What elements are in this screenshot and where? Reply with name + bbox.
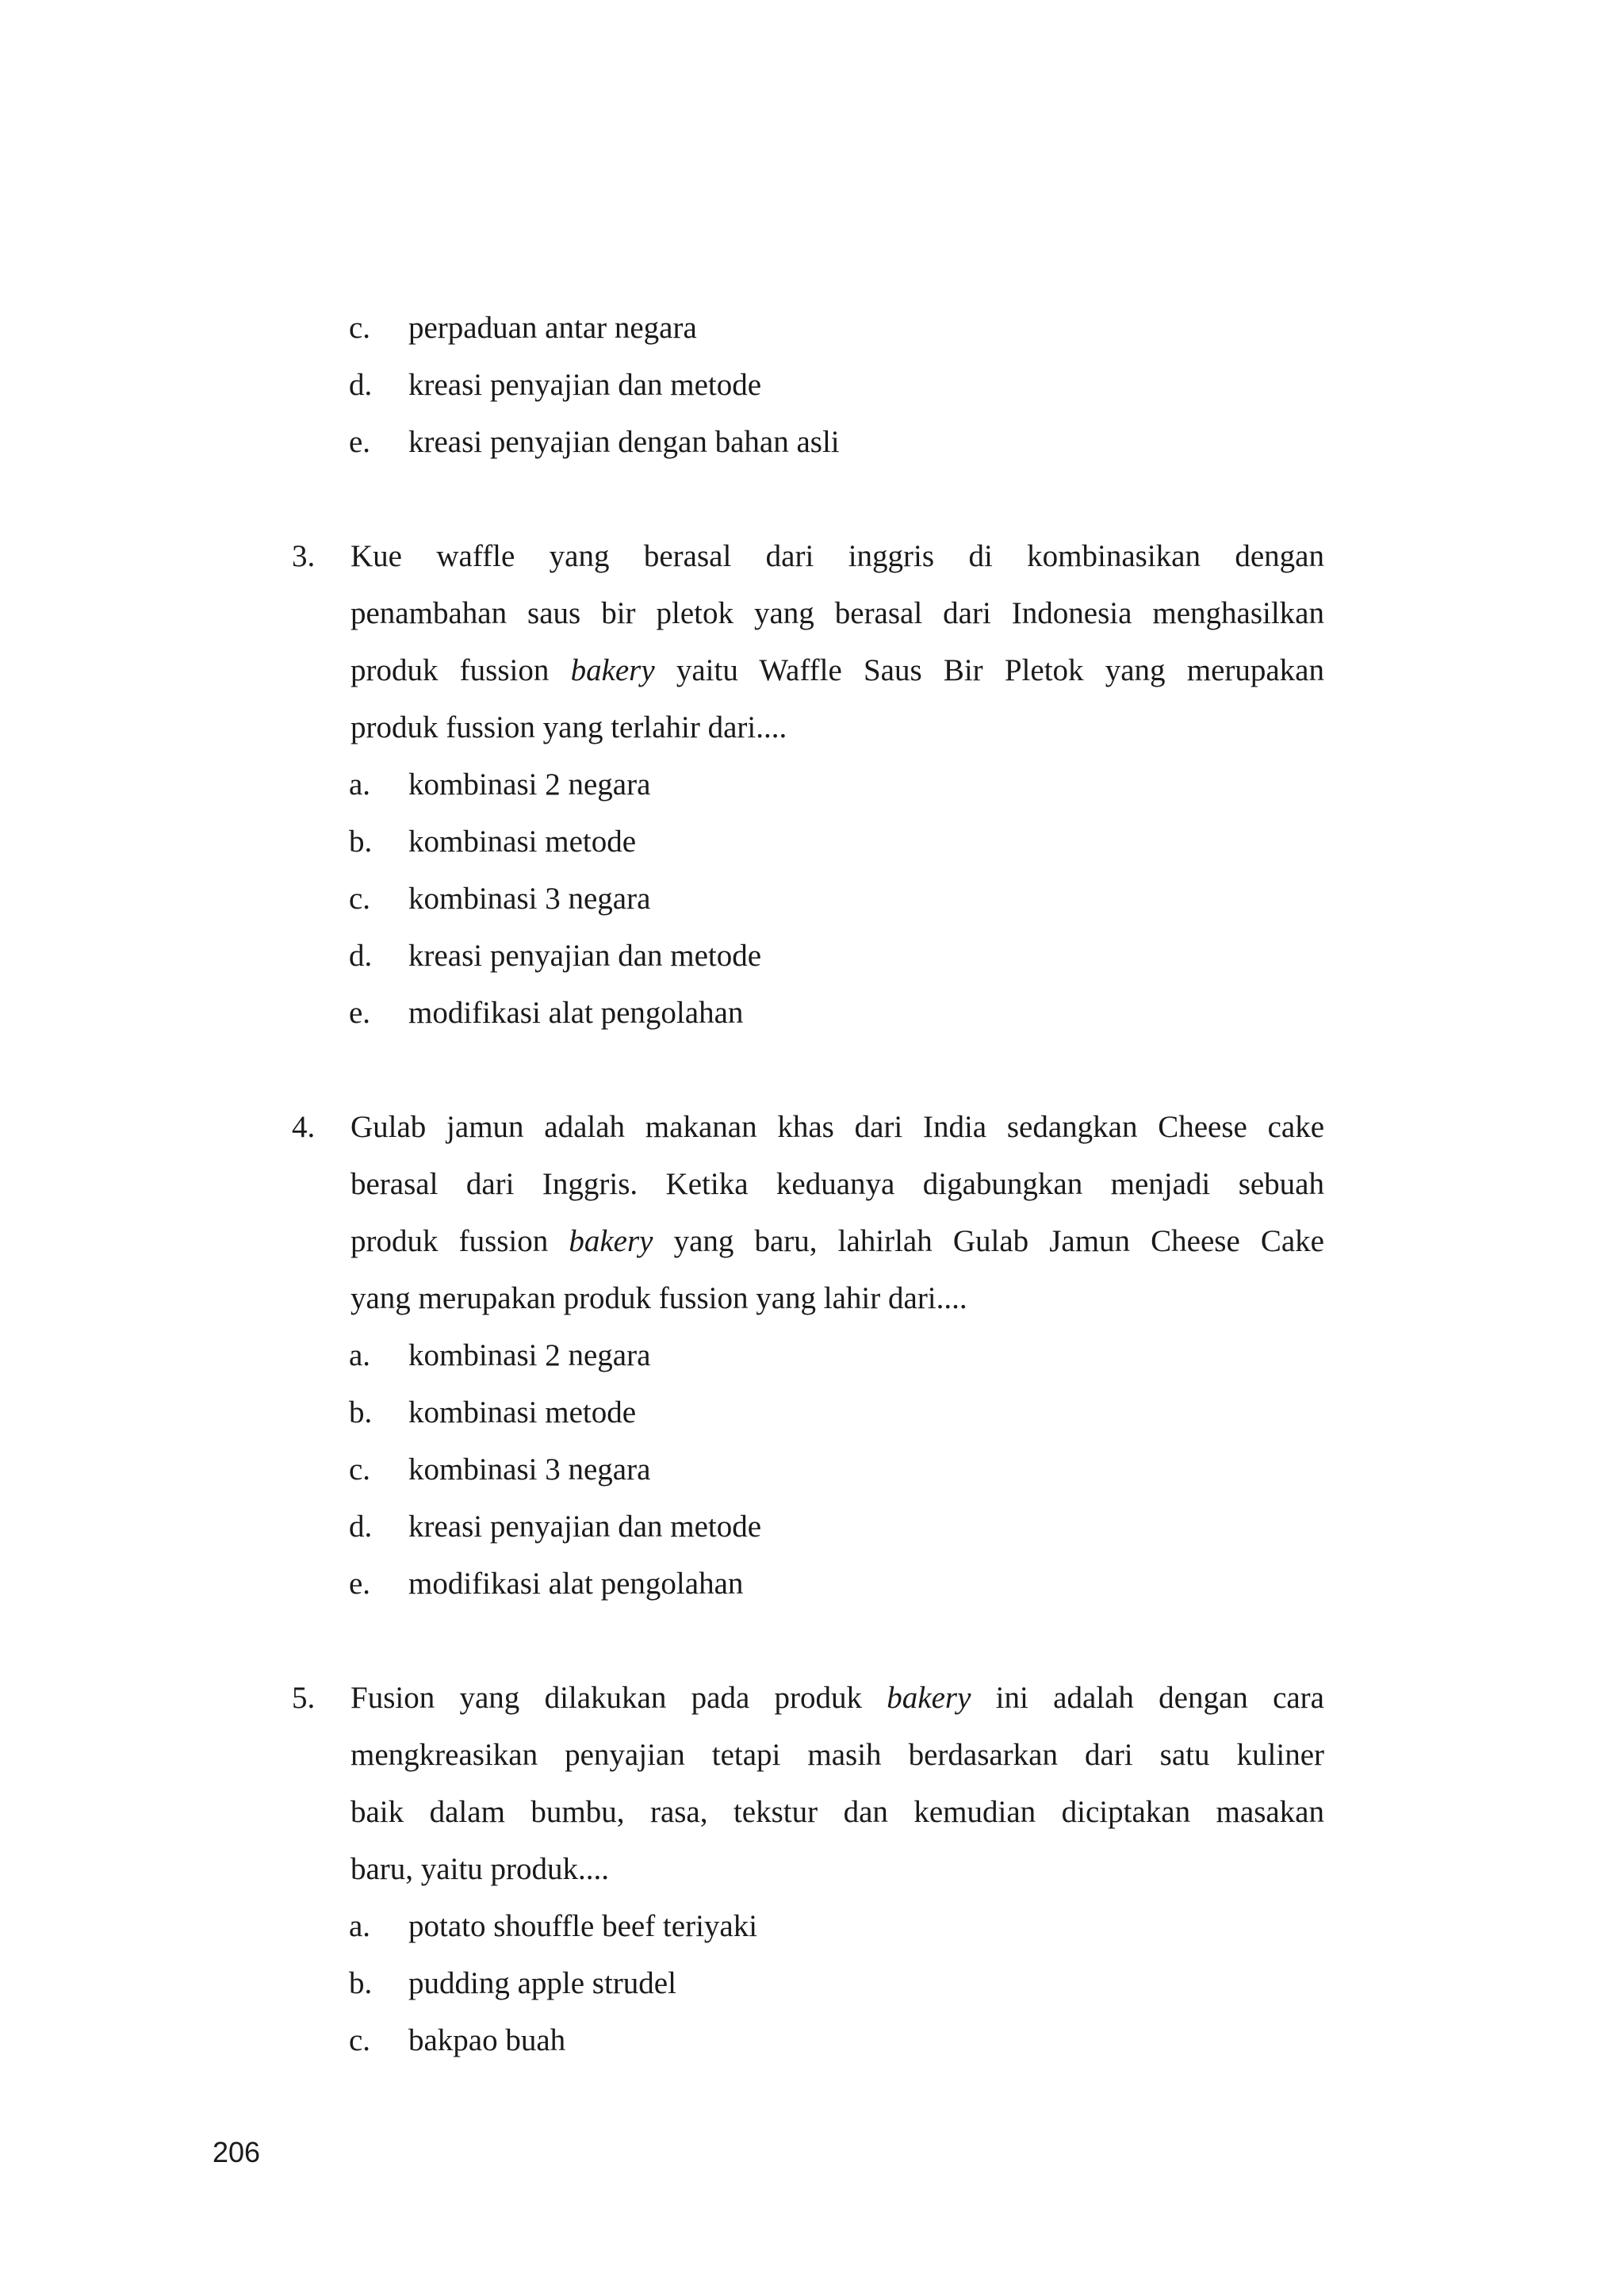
text-segment: yang baru, lahirlah Gulab Jamun Cheese Cake: [653, 1224, 1324, 1258]
text-segment: produk fussion: [350, 1224, 569, 1258]
question-line: yang merupakan produk fussion yang lahir dari....: [350, 1281, 967, 1315]
option-letter: c.: [349, 882, 371, 916]
question-line: Kue waffle yang berasal dari inggris di kombinasikan dengan: [350, 539, 1324, 573]
option-letter: b.: [349, 1966, 373, 2000]
option-letter: a.: [349, 1909, 371, 1943]
option-text: kombinasi metode: [408, 1395, 637, 1429]
text-segment: Fusion yang dilakukan pada produk: [350, 1681, 887, 1715]
option-text: kreasi penyajian dan metode: [408, 939, 762, 973]
option-letter: c.: [349, 311, 371, 345]
question-line: berasal dari Inggris. Ketika keduanya digabungkan menjadi sebuah: [350, 1167, 1324, 1201]
option-text: kombinasi 2 negara: [408, 767, 651, 802]
option-text: kombinasi 3 negara: [408, 882, 651, 916]
option-letter: e.: [349, 425, 371, 459]
question-line: baru, yaitu produk....: [350, 1852, 610, 1886]
option-letter: e.: [349, 1567, 371, 1601]
option-letter: c.: [349, 2023, 371, 2057]
option-letter: d.: [349, 939, 373, 973]
text-segment: yaitu Waffle Saus Bir Pletok yang merupakan: [654, 653, 1324, 687]
option-letter: b.: [349, 825, 373, 859]
option-text: pudding apple strudel: [408, 1966, 676, 2000]
question-line: Gulab jamun adalah makanan khas dari India sedangkan Cheese cake: [350, 1110, 1324, 1144]
question-number: 4.: [292, 1110, 316, 1144]
question-line: mengkreasikan penyajian tetapi masih berdasarkan dari satu kuliner: [350, 1738, 1324, 1772]
option-text: kreasi penyajian dan metode: [408, 1510, 762, 1544]
italic-term: bakery: [887, 1681, 971, 1715]
question-number: 3.: [292, 539, 316, 573]
question-line: [350, 642, 1324, 699]
question-line: produk fussion yang terlahir dari....: [350, 710, 787, 744]
option-text: perpaduan antar negara: [408, 311, 697, 345]
option-text: modifikasi alat pengolahan: [408, 1567, 744, 1601]
option-letter: a.: [349, 1338, 371, 1372]
question-line: [350, 1670, 1324, 1727]
option-text: kreasi penyajian dan metode: [408, 368, 762, 402]
question-line: penambahan saus bir pletok yang berasal dari Indonesia menghasilkan: [350, 596, 1324, 630]
question-number: 5.: [292, 1681, 316, 1715]
option-text: kombinasi 3 negara: [408, 1452, 651, 1487]
text-segment: produk fussion: [350, 653, 571, 687]
question-line: baik dalam bumbu, rasa, tekstur dan kemudian diciptakan masakan: [350, 1795, 1324, 1829]
option-letter: b.: [349, 1395, 373, 1429]
option-letter: d.: [349, 1510, 373, 1544]
question-line: [350, 1213, 1324, 1270]
option-letter: a.: [349, 767, 371, 802]
italic-term: bakery: [570, 653, 655, 687]
option-text: potato shouffle beef teriyaki: [408, 1909, 758, 1943]
option-text: kreasi penyajian dengan bahan asli: [408, 425, 840, 459]
page-number: 206: [213, 2136, 261, 2168]
option-text: bakpao buah: [408, 2023, 566, 2057]
italic-term: bakery: [569, 1224, 653, 1258]
option-text: kombinasi 2 negara: [408, 1338, 651, 1372]
option-letter: d.: [349, 368, 373, 402]
option-text: modifikasi alat pengolahan: [408, 996, 744, 1030]
option-text: kombinasi metode: [408, 825, 637, 859]
option-letter: e.: [349, 996, 371, 1030]
option-letter: c.: [349, 1452, 371, 1487]
text-segment: ini adalah dengan cara: [971, 1681, 1324, 1715]
